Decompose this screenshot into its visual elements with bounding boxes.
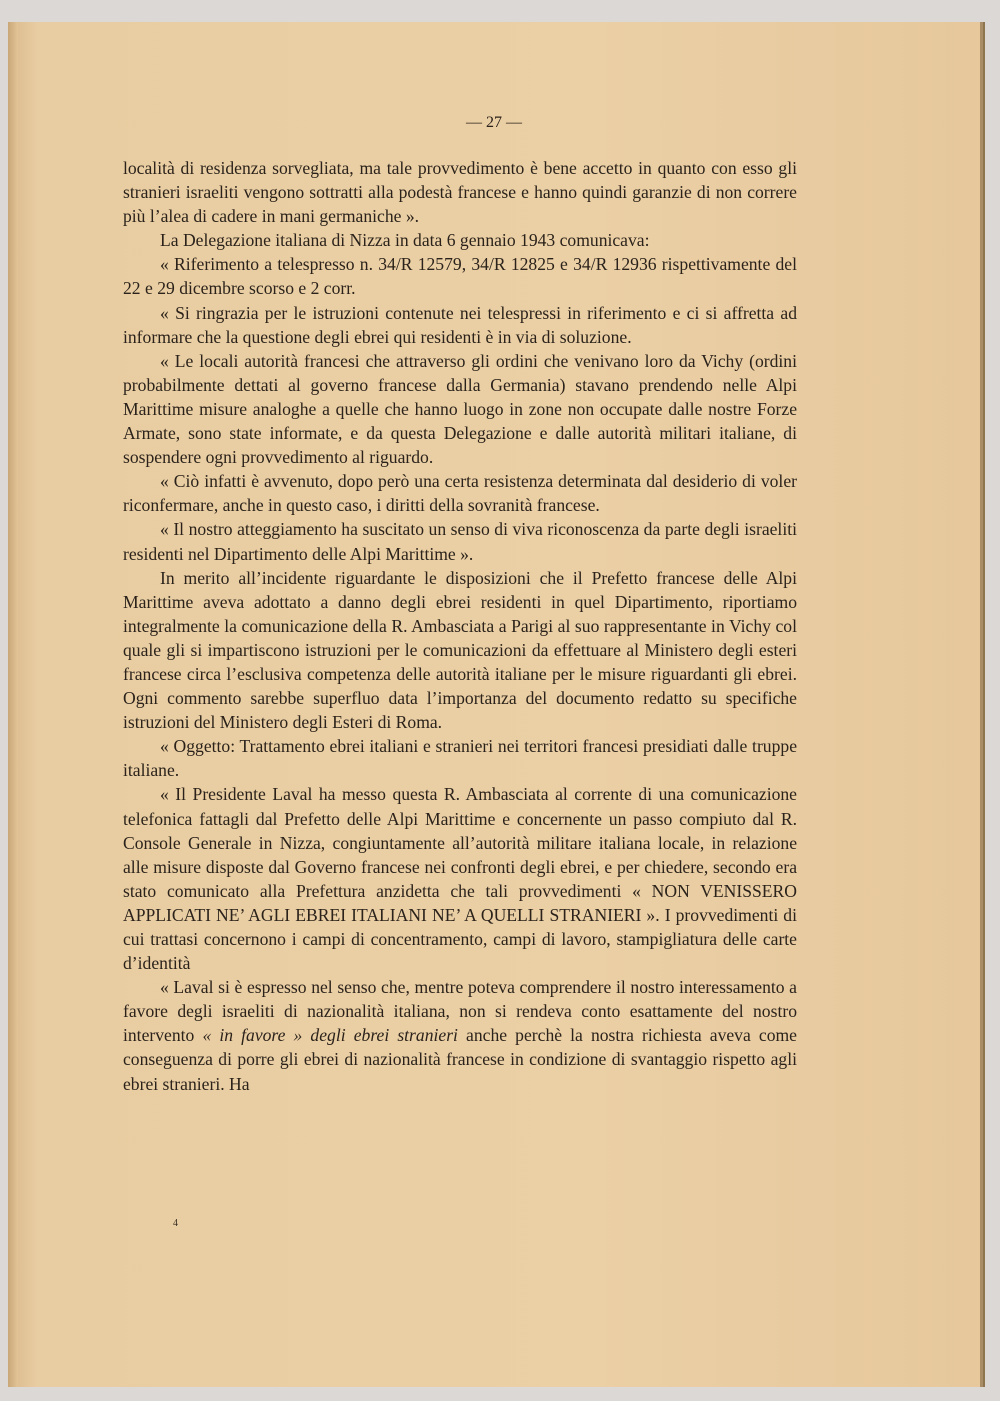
text-run: In merito all’incidente riguardante le disposizioni che il Prefetto francese delle Alpi Marittime aveva adottato a danno degli ebrei residenti in quel Dipartimento, riportiamo integralmente la comunicazione della R. Ambasciata a Parigi al suo rappresentante in Vichy col quale gli si impartiscono istruzioni per le comunicazioni da effettuare al Ministero degli esteri francese circa l’esclusiva competenza delle autorità italiane per le misure riguardanti gli ebrei. Ogni commento sarebbe superfluo data l’importanza del documento redatto su specifiche istruzioni del Ministero degli Esteri di Roma.: [123, 567, 797, 733]
paragraph: [123, 734, 797, 782]
body-text: [123, 156, 797, 1096]
italic-phrase: « in favore » degli ebrei stranieri: [202, 1025, 458, 1046]
paragraph: [123, 517, 797, 565]
paragraph: [123, 301, 797, 349]
text-run: anche perchè la nostra richiesta aveva come conseguenza di porre gli ebrei di nazionalità francese in condizione di svantaggio rispetto agli ebrei stranieri. Ha: [123, 1025, 797, 1094]
text-run: « Laval si è espresso nel senso che, mentre poteva comprendere il nostro interessamento a favore degli israeliti di nazionalità italiana, non si rendeva conto esattamente del nostro intervento: [123, 977, 797, 1046]
paragraph: [123, 349, 797, 469]
signature-mark: 4: [173, 1218, 178, 1229]
paragraph: [123, 156, 797, 228]
text-run: « Le locali autorità francesi che attraverso gli ordini che venivano loro da Vichy (ordini probabilmente dettati al governo francese dalla Germania) stavano prendendo nelle Alpi Marittime misure analoghe a quelle che hanno luogo in zone non occupate dalle nostre Forze Armate, sono state informate, e da questa Delegazione e dalle autorità militari italiane, di sospendere ogni provvedimento al riguardo.: [123, 350, 797, 468]
paragraph: [123, 469, 797, 517]
paragraph: [123, 782, 797, 975]
text-run: « Oggetto: Trattamento ebrei italiani e stranieri nei territori francesi presidiati dalle truppe italiane.: [123, 736, 797, 781]
text-run: « Riferimento a telespresso n. 34/R 12579, 34/R 12825 e 34/R 12936 rispettivamente del 22 e 29 dicembre scorso e 2 corr.: [123, 254, 797, 299]
paragraph: [123, 566, 797, 735]
paragraph: [123, 975, 797, 1095]
text-run: « Il nostro atteggiamento ha suscitato un senso di viva riconoscenza da parte degli israeliti residenti nel Dipartimento delle Alpi Marittime ».: [123, 519, 797, 564]
text-run: « Si ringrazia per le istruzioni contenute nei telespressi in riferimento e ci si affretta ad informare che la questione degli ebrei qui residenti è in via di soluzione.: [123, 302, 797, 347]
text-run: località di residenza sorvegliata, ma tale provvedimento è bene accetto in quanto con esso gli stranieri israeliti vengono sottratti alla podestà francese e hanno quindi garanzie di non correre più l’alea di cadere in mani germaniche ».: [123, 158, 797, 227]
document-page: [8, 22, 983, 1387]
page-number: — 27 —: [466, 114, 522, 131]
text-run: La Delegazione italiana di Nizza in data 6 gennaio 1943 comunicava:: [160, 230, 650, 251]
text-run: « Il Presidente Laval ha messo questa R. Ambasciata al corrente di una comunicazione telefonica fattagli dal Prefetto delle Alpi Marittime e concernente un passo compiuto dal R. Console Generale in Nizza, congiuntamente all’autorità militare italiana locale, in relazione alle misure disposte dal Governo francese nei confronti degli ebrei, e per chiedere, secondo era stato comunicato alla Prefettura anzidetta che tali provvedimenti « NON VENISSERO APPLICATI NE’ AGLI EBREI ITALIANI NE’ A QUELLI STRANIERI ». I provvedimenti di cui trattasi concernono i campi di concentramento, campi di lavoro, stampigliatura delle carte d’identità: [123, 784, 797, 974]
paragraph: [123, 252, 797, 300]
page-binding-edge: [8, 22, 18, 1387]
paragraph: [123, 228, 797, 252]
text-run: « Ciò infatti è avvenuto, dopo però una certa resistenza determinata dal desiderio di voler riconfermare, anche in questo caso, i diritti della sovranità francese.: [123, 471, 797, 516]
